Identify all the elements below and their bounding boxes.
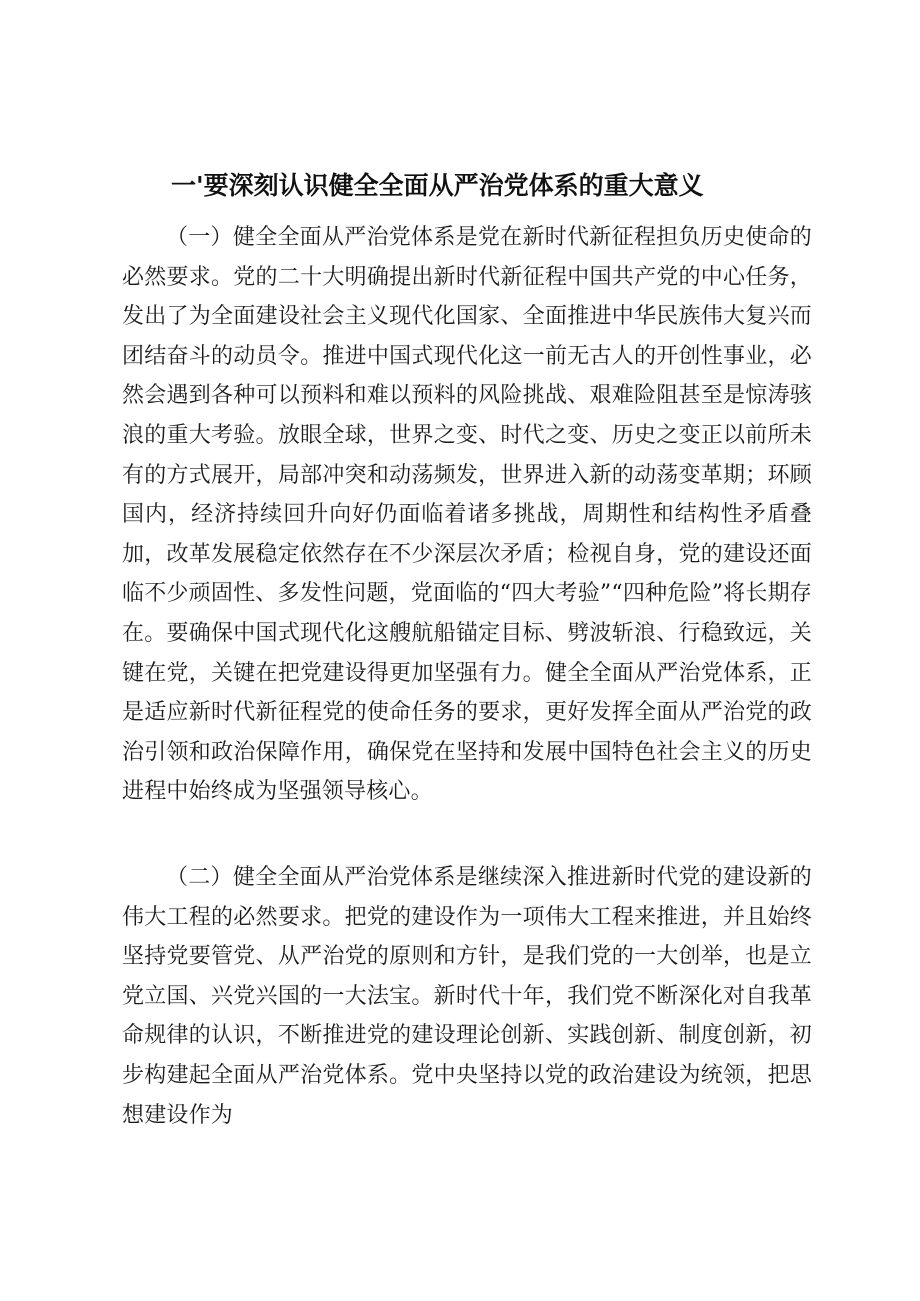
section-heading: 一'要深刻认识健全全面从严治党体系的重大意义: [171, 171, 704, 200]
paragraph-1: （一）健全全面从严治党体系是党在新时代新征程担负历史使命的必然要求。党的二十大明确提出新时代新征程中国共产党的中心任务，发出了为全面建设社会主义现代化国家、全面推进中华民族伟大复兴而团结奋斗的动员令。推进中国式现代化这一前无古人的开创性事业，必然会遇到各种可以预料和难以预料的风险挑战、艰难险阻甚至是惊涛骇浪的重大考验。放眼全球，世界之变、时代之变、历史之变正以前所未有的方式展开，局部冲突和动荡频发，世界进入新的动荡变革期；环顾国内，经济持续回升向好仍面临着诸多挑战，周期性和结构性矛盾叠加，改革发展稳定依然存在不少深层次矛盾；检视自身，党的建设还面临不少顽固性、多发性问题，党面临的“四大考验”“四种危险”将长期存在。要确保中国式现代化这艘航船锚定目标、劈波斩浪、行稳致远，关键在党，关键在把党建设得更加坚强有力。健全全面从严治党体系，正是适应新时代新征程党的使命任务的要求，更好发挥全面从严治党的政治引领和政治保障作用，确保党在坚持和发展中国特色社会主义的历史进程中始终成为坚强领导核心。: [122, 225, 812, 805]
paragraph-2: （二）健全全面从严治党体系是继续深入推进新时代党的建设新的伟大工程的必然要求。把党的建设作为一项伟大工程来推进，并且始终坚持党要管党、从严治党的原则和方针，是我们党的一大创举，也是立党立国、兴党兴国的一大法宝。新时代十年，我们党不断深化对自我革命规律的认识，不断推进党的建设理论创新、实践创新、制度创新，初步构建起全面从严治党体系。党中央坚持以党的政治建设为统领，把思想建设作为: [122, 865, 812, 1128]
